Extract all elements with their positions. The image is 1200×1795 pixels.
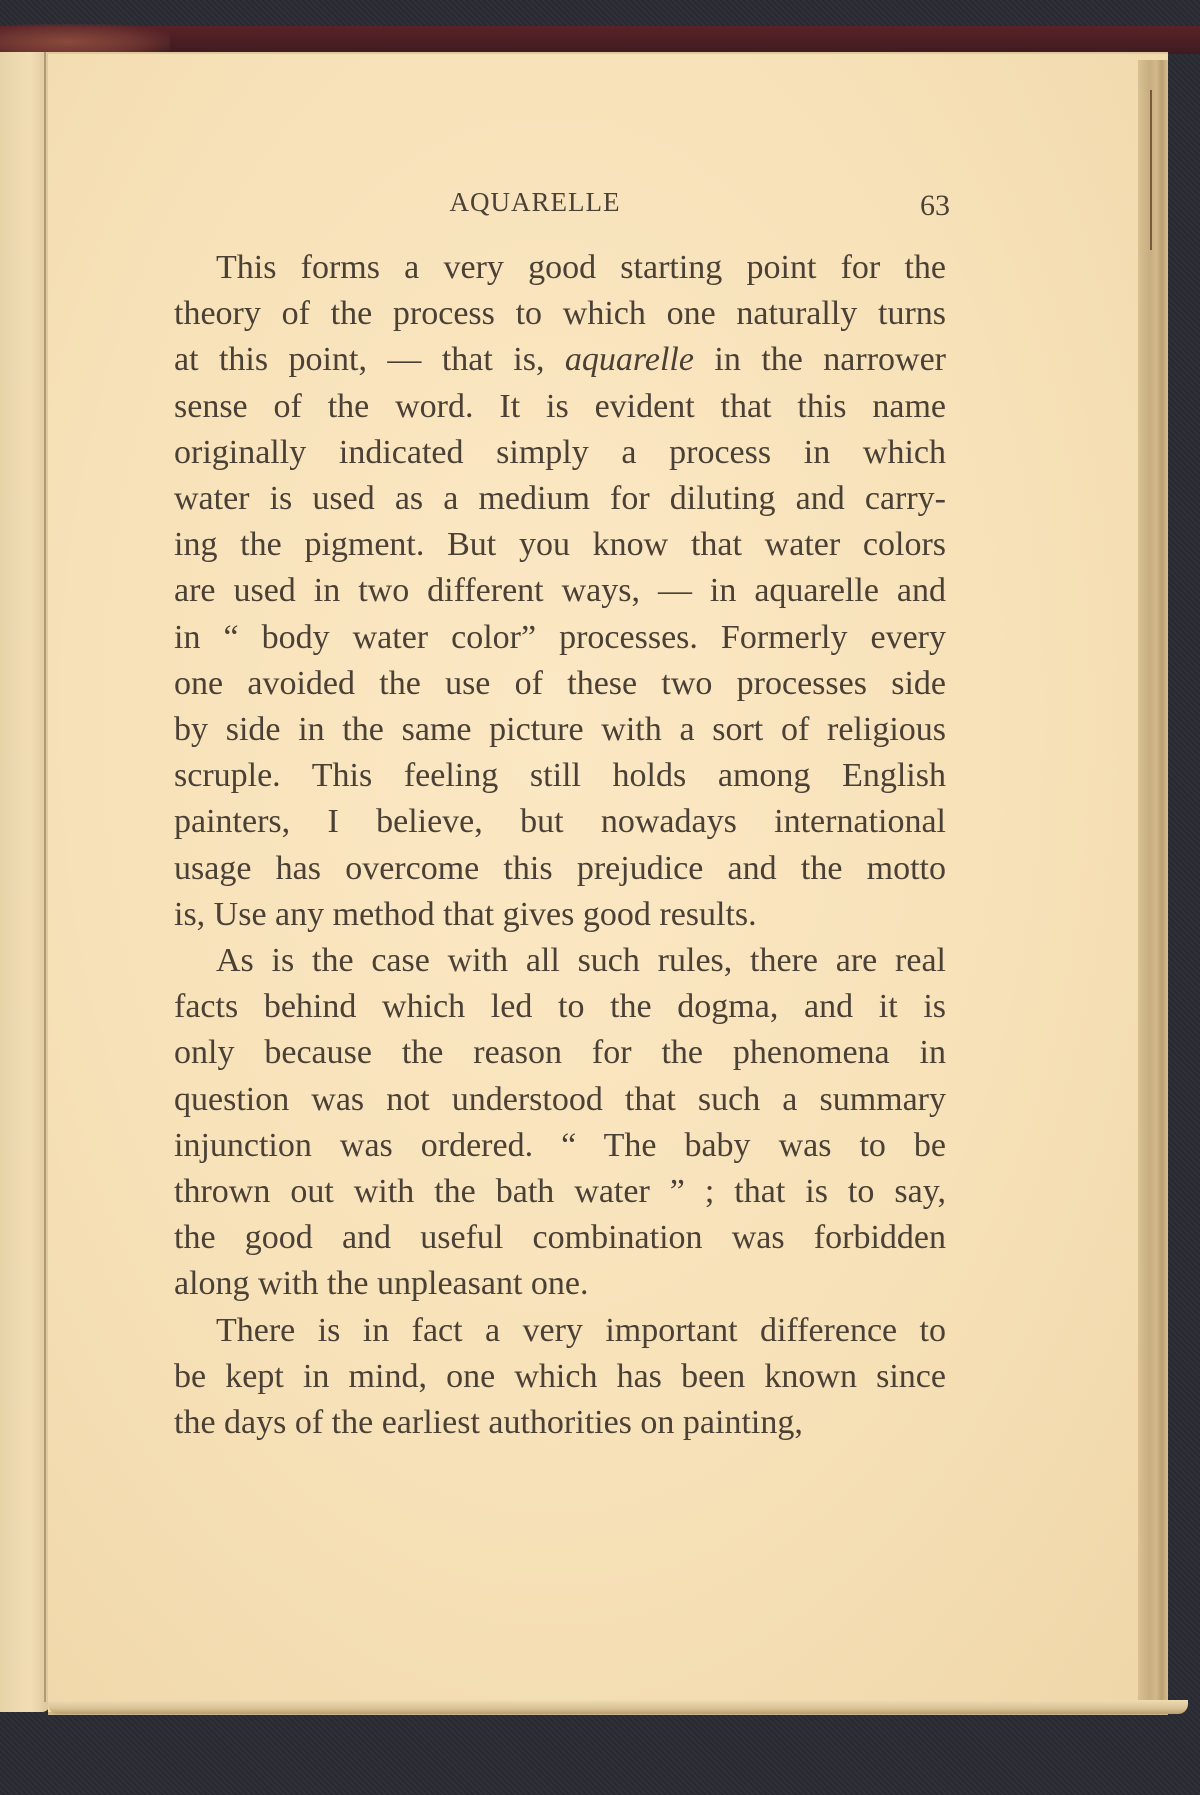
text-line: be kept in mind, one which has been known since	[174, 1357, 946, 1395]
body-text	[174, 245, 946, 1446]
text-line: only because the reason for the phenomena in	[174, 1034, 946, 1072]
text-line: is, Use any method that gives good results.	[174, 895, 757, 933]
text-line: by side in the same picture with a sort of religious	[174, 711, 946, 749]
text-line: usage has overcome this prejudice and the motto	[174, 849, 946, 887]
text-line: ing the pigment. But you know that water colors	[174, 526, 946, 564]
italic-term: aquarelle	[564, 341, 694, 379]
paragraph	[174, 1308, 946, 1447]
text-line: theory of the process to which one naturally turns	[174, 295, 946, 333]
text-line: scruple. This feeling still holds among English	[174, 757, 946, 795]
text-line: As is the case with all such rules, there are real	[216, 942, 946, 980]
book-cover-edge	[0, 26, 1200, 54]
text-line: painters, I believe, but nowadays international	[174, 803, 946, 841]
page-stack-edge	[1138, 60, 1168, 1705]
text-line: There is in fact a very important difference to	[216, 1311, 946, 1349]
running-head: AQUARELLE	[449, 187, 621, 217]
text-line: injunction was ordered. “ The baby was to be	[174, 1126, 946, 1164]
text-line: thrown out with the bath water ” ; that is to say,	[174, 1173, 946, 1211]
page-number: 63	[920, 189, 950, 222]
text-line: originally indicated simply a process in which	[174, 433, 946, 471]
text-line: the good and useful combination was forbidden	[174, 1219, 946, 1257]
cover-wear-mark	[0, 24, 170, 54]
text-line: in “ body water color” processes. Formerly every	[174, 618, 946, 656]
text-line: are used in two different ways, — in aquarelle and	[174, 572, 946, 610]
facing-page-edge	[0, 52, 50, 1712]
text-line: one avoided the use of these two processes side	[174, 664, 946, 702]
text-line: This forms a very good starting point for the	[216, 249, 946, 286]
text-line: question was not understood that such a summary	[174, 1080, 946, 1118]
paragraph	[174, 938, 946, 1308]
text-line: the days of the earliest authorities on painting,	[174, 1404, 803, 1442]
paragraph	[174, 245, 946, 938]
gutter-line	[44, 52, 46, 1702]
text-line: water is used as a medium for diluting and carry-	[174, 480, 946, 518]
text-line: at this point, — that is, aquarelle in the narrower	[174, 341, 947, 379]
text-line: sense of the word. It is evident that this name	[174, 387, 946, 425]
text-line: along with the unpleasant one.	[174, 1265, 589, 1303]
text-line: facts behind which led to the dogma, and it is	[174, 988, 946, 1026]
page-header	[175, 187, 950, 222]
page-bottom-edge	[48, 1700, 1188, 1714]
